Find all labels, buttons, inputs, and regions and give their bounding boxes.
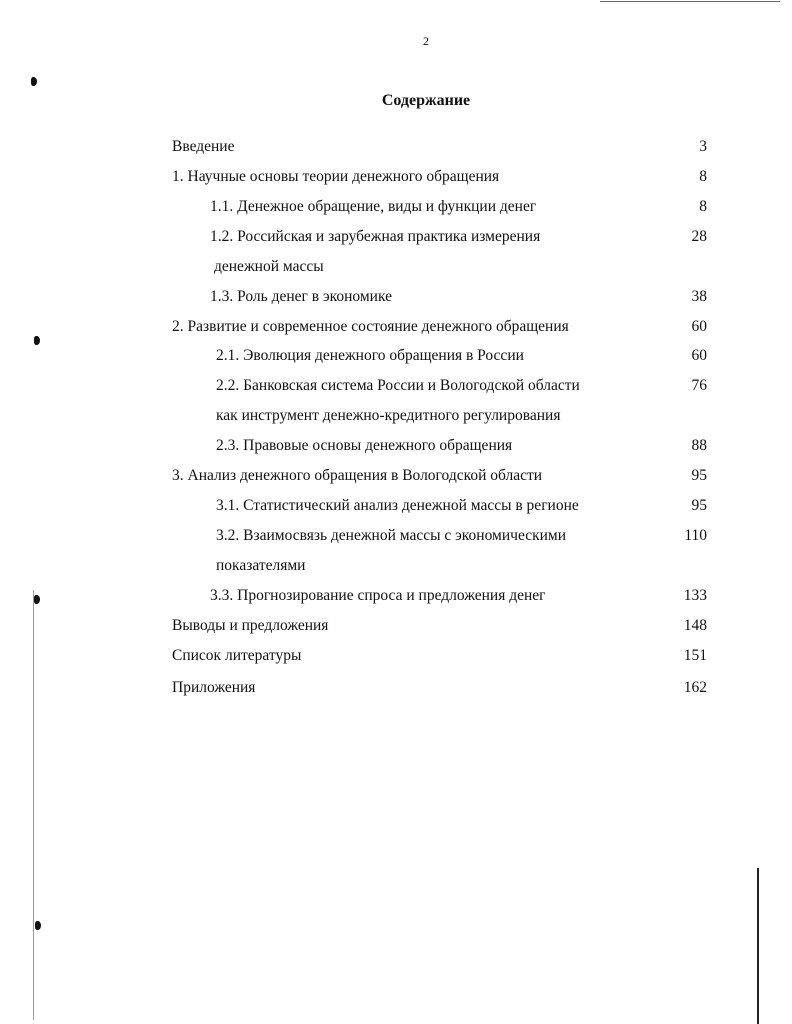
toc-entry-text: 1.3. Роль денег в экономике [210, 288, 392, 305]
toc-entry-text: как инструмент денежно-кредитного регулирования [216, 407, 561, 424]
toc-entry-text: 1.2. Российская и зарубежная практика измерения [210, 228, 541, 245]
page-number: 2 [423, 34, 429, 48]
toc-entry-page: 95 [691, 467, 707, 484]
toc-entry-text: 3.2. Взаимосвязь денежной массы с экономическими [216, 527, 567, 544]
toc-entry-text: 2.3. Правовые основы денежного обращения [216, 437, 513, 454]
toc-entry-text: 1. Научные основы теории денежного обращения [172, 168, 500, 185]
toc-entry-text: Приложения [172, 679, 256, 696]
toc-entry-text: Список литературы [172, 647, 302, 664]
toc-entry-text: 3.3. Прогнозирование спроса и предложения денег [210, 587, 546, 604]
toc-entry-page: 95 [691, 497, 707, 514]
toc-entry-text: 2.2. Банковская система России и Вологодской области [216, 377, 580, 394]
toc-entry-text: 3.1. Статистический анализ денежной массы в регионе [216, 497, 579, 514]
toc-entry-page: 162 [683, 679, 707, 696]
toc-entry-page: 38 [691, 288, 707, 305]
toc-entry-page: 151 [683, 647, 707, 664]
toc-entry-text: денежной массы [214, 258, 324, 275]
toc-entry-text: Введение [172, 138, 235, 155]
toc-entry-page: 133 [683, 587, 707, 604]
toc-entry-page: 76 [691, 377, 707, 394]
toc-entry-text: Выводы и предложения [172, 617, 329, 634]
toc-entry-page: 28 [691, 228, 707, 245]
toc-entry-text: показателями [216, 557, 306, 574]
toc-entry-text: 2. Развитие и современное состояние денежного обращения [172, 318, 569, 335]
toc-title: Содержание [381, 92, 471, 109]
toc-entry-text: 2.1. Эволюция денежного обращения в России [216, 347, 524, 364]
toc-entry-page: 3 [699, 138, 707, 155]
toc-entry-page: 88 [691, 437, 707, 454]
toc-entry-text: 3. Анализ денежного обращения в Вологодской области [172, 467, 543, 484]
toc-entry-page: 60 [691, 347, 707, 364]
toc-entry-text: 1.1. Денежное обращение, виды и функции денег [210, 198, 537, 215]
toc-entry-page: 148 [683, 617, 707, 634]
toc-entry-page: 110 [684, 527, 707, 544]
toc-entry-page: 60 [691, 318, 707, 335]
toc-entry-page: 8 [699, 168, 707, 185]
toc-entry-page: 8 [699, 198, 707, 215]
